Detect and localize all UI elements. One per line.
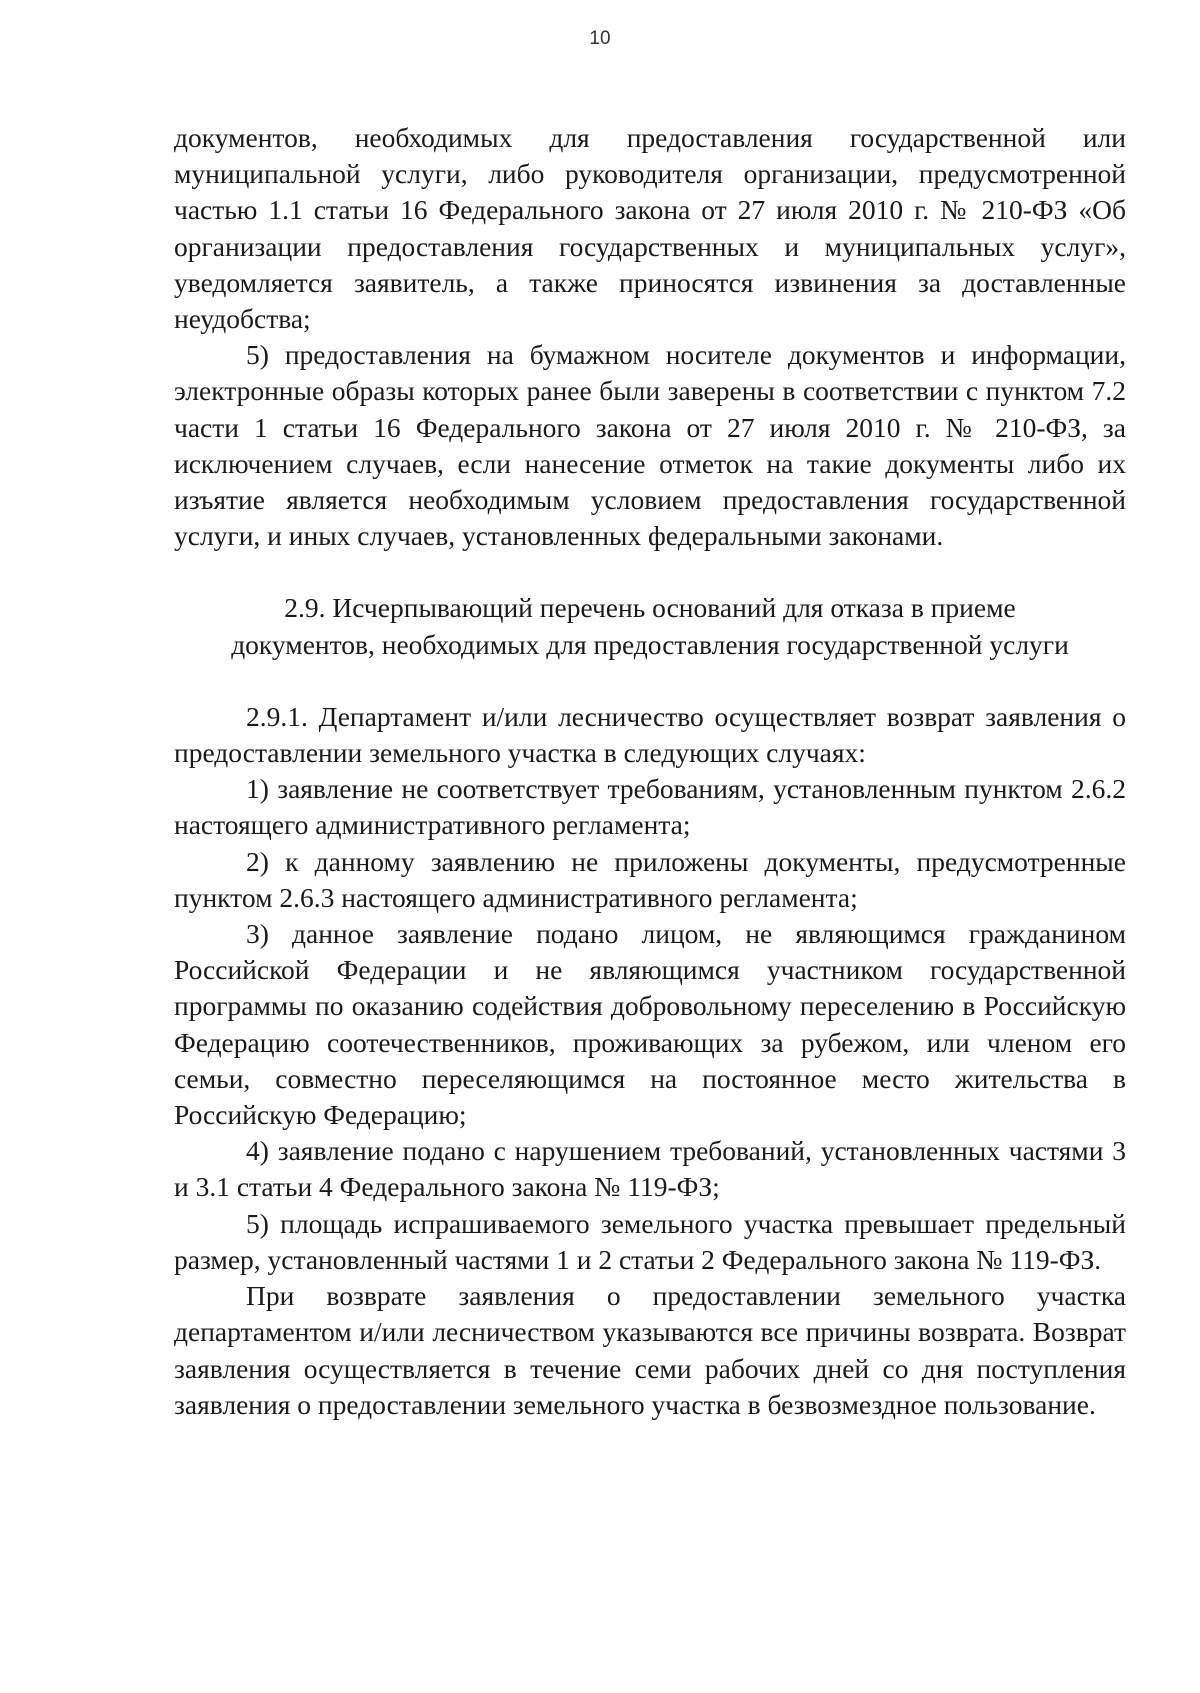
list-item-4: 4) заявление подано с нарушением требований, установленных частями 3 и 3.1 статьи 4 Федерального закона № 119-ФЗ; — [174, 1135, 1126, 1203]
list-item-5: 5) площадь испрашиваемого земельного участка превышает предельный размер, установленный частями 1 и 2 статьи 2 Федерального закона № 119-ФЗ. — [174, 1207, 1126, 1275]
paragraph-continuation: документов, необходимых для предоставления государственной или муниципальной услуги, либо руководителя организации, предусмотренной частью 1.1 статьи 16 Федерального закона от 27 июля 2010 г. № 210-ФЗ «Об организации предоставления государственных и муниципальных услуг», уведомляется заявитель, а также приносятся извинения за доставленные неудобства; — [174, 122, 1126, 335]
paragraph-2-9-1: 2.9.1. Департамент и/или лесничество осуществляет возврат заявления о предоставлении земельного участка в следующих случаях: — [174, 700, 1126, 769]
list-item-2: 2) к данному заявлению не приложены документы, предусмотренные пунктом 2.6.3 настоящего административного регламента; — [174, 845, 1126, 913]
paragraph-return-reasons: При возврате заявления о предоставлении земельного участка департаментом и/или лесничеством указываются все причины возврата. Возврат заявления осуществляется в течение семи рабочих дней со дня поступления заявления о предоставлении земельного участка в безвозмездное пользование. — [174, 1280, 1126, 1420]
document-body — [174, 120, 1126, 1423]
list-item-1: 1) заявление не соответствует требованиям, установленным пунктом 2.6.2 настоящего административного регламента; — [174, 773, 1126, 841]
list-item-3: 3) данное заявление подано лицом, не являющимся гражданином Российской Федерации и не являющимся участником государственной программы по оказанию содействия добровольному переселению в Российскую Федерацию соотечественников, проживающих за рубежом, или членом его семьи, совместно переселяющимся на постоянное место жительства в Российскую Федерацию; — [174, 918, 1126, 1131]
section-heading-2-9 — [174, 590, 1126, 662]
section-heading-line-1: 2.9. Исчерпывающий перечень оснований для отказа в приеме — [284, 592, 1016, 624]
page-number: 10 — [589, 28, 611, 49]
section-heading-line-2: документов, необходимых для предоставления государственной услуги — [231, 628, 1069, 660]
paragraph-item-5: 5) предоставления на бумажном носителе документов и информации, электронные образы которых ранее были заверены в соответствии с пунктом 7.2 части 1 статьи 16 Федерального закона от 27 июля 2010 г. № 210-ФЗ, за исключением случаев, если нанесение отметок на такие документы либо их изъятие является необходимым условием предоставления государственной услуги, и иных случаев, установленных федеральными законами. — [174, 339, 1126, 552]
